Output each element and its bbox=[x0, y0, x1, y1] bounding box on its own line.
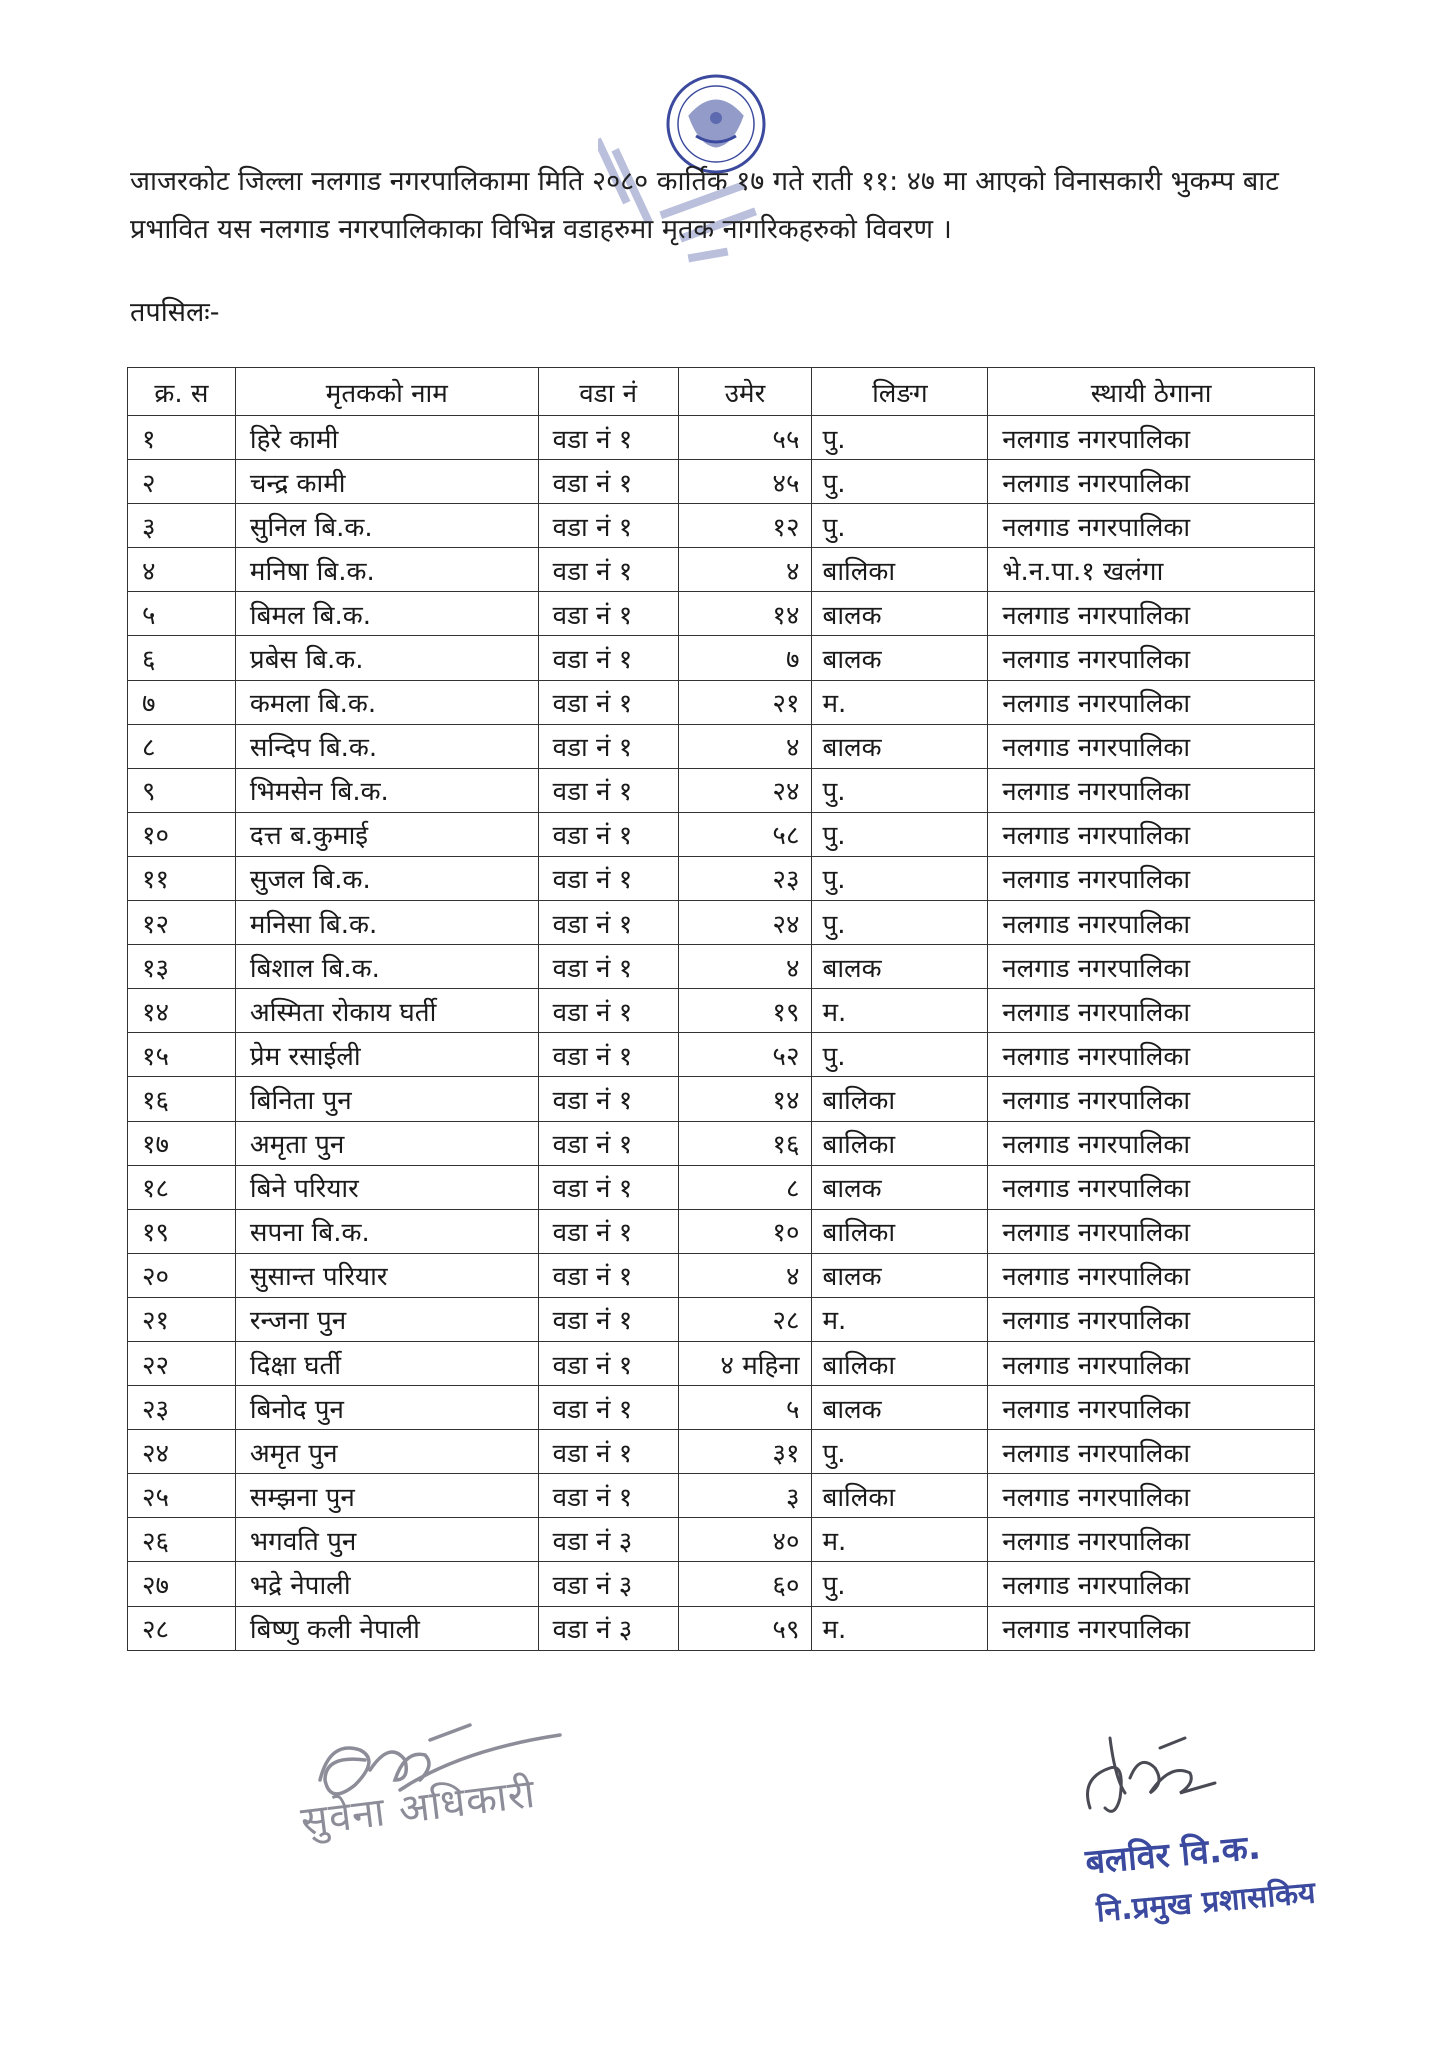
table-row bbox=[128, 1077, 1315, 1121]
right-signature-icon bbox=[1070, 1718, 1230, 1828]
serial-cell: २४ bbox=[128, 1430, 236, 1474]
ward-cell: वडा नं १ bbox=[538, 416, 678, 460]
table-row bbox=[128, 1297, 1315, 1341]
name-cell: दत्त ब.कुमाई bbox=[235, 812, 538, 856]
age-cell: ५५ bbox=[678, 416, 812, 460]
intro-paragraph bbox=[130, 158, 1310, 254]
table-row bbox=[128, 1165, 1315, 1209]
gender-cell: बालिका bbox=[812, 1121, 988, 1165]
ward-cell: वडा नं १ bbox=[538, 1430, 678, 1474]
ward-cell: वडा नं १ bbox=[538, 812, 678, 856]
age-cell: ५९ bbox=[678, 1606, 812, 1650]
right-signatory-title: नि.प्रमुख प्रशासकिय bbox=[1095, 1875, 1317, 1930]
age-cell: ८ bbox=[678, 1165, 812, 1209]
address-cell: नलगाड नगरपालिका bbox=[988, 1430, 1315, 1474]
age-cell: ५८ bbox=[678, 812, 812, 856]
intro-line-2: प्रभावित यस नलगाड नगरपालिकाका विभिन्न वडाहरुमा मृतक नागरिकहरुको विवरण । bbox=[130, 214, 952, 245]
serial-cell: १९ bbox=[128, 1209, 236, 1253]
address-cell: नलगाड नगरपालिका bbox=[988, 812, 1315, 856]
name-cell: अस्मिता रोकाय घर्ती bbox=[235, 989, 538, 1033]
address-cell: नलगाड नगरपालिका bbox=[988, 856, 1315, 900]
address-cell: नलगाड नगरपालिका bbox=[988, 1033, 1315, 1077]
gender-cell: बालक bbox=[812, 1386, 988, 1430]
ward-cell: वडा नं १ bbox=[538, 768, 678, 812]
name-cell: अमृत पुन bbox=[235, 1430, 538, 1474]
serial-cell: २ bbox=[128, 460, 236, 504]
gender-cell: पु. bbox=[812, 1430, 988, 1474]
age-cell: ४ bbox=[678, 945, 812, 989]
table-row bbox=[128, 1606, 1315, 1650]
table-row bbox=[128, 989, 1315, 1033]
table-row bbox=[128, 1209, 1315, 1253]
age-cell: ४५ bbox=[678, 460, 812, 504]
table-row bbox=[128, 768, 1315, 812]
serial-cell: २६ bbox=[128, 1518, 236, 1562]
header-ward: वडा नं bbox=[538, 368, 678, 416]
header-address: स्थायी ठेगाना bbox=[988, 368, 1315, 416]
age-cell: २८ bbox=[678, 1297, 812, 1341]
serial-cell: १६ bbox=[128, 1077, 236, 1121]
table-row bbox=[128, 1474, 1315, 1518]
address-cell: नलगाड नगरपालिका bbox=[988, 1341, 1315, 1385]
age-cell: १९ bbox=[678, 989, 812, 1033]
ward-cell: वडा नं १ bbox=[538, 901, 678, 945]
address-cell: नलगाड नगरपालिका bbox=[988, 724, 1315, 768]
name-cell: प्रबेस बि.क. bbox=[235, 636, 538, 680]
table-row bbox=[128, 592, 1315, 636]
name-cell: सपना बि.क. bbox=[235, 1209, 538, 1253]
name-cell: सुसान्त परियार bbox=[235, 1253, 538, 1297]
serial-cell: ५ bbox=[128, 592, 236, 636]
address-cell: नलगाड नगरपालिका bbox=[988, 1297, 1315, 1341]
ward-cell: वडा नं ३ bbox=[538, 1518, 678, 1562]
age-cell: ६० bbox=[678, 1562, 812, 1606]
ward-cell: वडा नं ३ bbox=[538, 1606, 678, 1650]
ward-cell: वडा नं १ bbox=[538, 460, 678, 504]
table-row bbox=[128, 812, 1315, 856]
serial-cell: ६ bbox=[128, 636, 236, 680]
address-cell: नलगाड नगरपालिका bbox=[988, 460, 1315, 504]
address-cell: नलगाड नगरपालिका bbox=[988, 1562, 1315, 1606]
gender-cell: पु. bbox=[812, 460, 988, 504]
table-row bbox=[128, 856, 1315, 900]
age-cell: ४ bbox=[678, 724, 812, 768]
ward-cell: वडा नं १ bbox=[538, 856, 678, 900]
table-row bbox=[128, 1386, 1315, 1430]
address-cell: नलगाड नगरपालिका bbox=[988, 768, 1315, 812]
name-cell: बिनिता पुन bbox=[235, 1077, 538, 1121]
address-cell: नलगाड नगरपालिका bbox=[988, 1253, 1315, 1297]
address-cell: नलगाड नगरपालिका bbox=[988, 1165, 1315, 1209]
serial-cell: २२ bbox=[128, 1341, 236, 1385]
serial-cell: १५ bbox=[128, 1033, 236, 1077]
ward-cell: वडा नं १ bbox=[538, 680, 678, 724]
serial-cell: १० bbox=[128, 812, 236, 856]
name-cell: दिक्षा घर्ती bbox=[235, 1341, 538, 1385]
name-cell: भद्रे नेपाली bbox=[235, 1562, 538, 1606]
address-cell: नलगाड नगरपालिका bbox=[988, 504, 1315, 548]
name-cell: भिमसेन बि.क. bbox=[235, 768, 538, 812]
gender-cell: पु. bbox=[812, 416, 988, 460]
age-cell: ४ bbox=[678, 548, 812, 592]
table-row bbox=[128, 1430, 1315, 1474]
name-cell: अमृता पुन bbox=[235, 1121, 538, 1165]
gender-cell: पु. bbox=[812, 768, 988, 812]
gender-cell: म. bbox=[812, 989, 988, 1033]
ward-cell: वडा नं १ bbox=[538, 1121, 678, 1165]
gender-cell: बालिका bbox=[812, 1077, 988, 1121]
age-cell: ७ bbox=[678, 636, 812, 680]
gender-cell: बालक bbox=[812, 592, 988, 636]
gender-cell: म. bbox=[812, 1518, 988, 1562]
gender-cell: म. bbox=[812, 680, 988, 724]
header-name: मृतकको नाम bbox=[235, 368, 538, 416]
table-row bbox=[128, 945, 1315, 989]
table-row bbox=[128, 636, 1315, 680]
name-cell: रन्जना पुन bbox=[235, 1297, 538, 1341]
gender-cell: बालक bbox=[812, 1253, 988, 1297]
serial-cell: १३ bbox=[128, 945, 236, 989]
ward-cell: वडा नं १ bbox=[538, 1077, 678, 1121]
serial-cell: ९ bbox=[128, 768, 236, 812]
serial-cell: २७ bbox=[128, 1562, 236, 1606]
name-cell: सन्दिप बि.क. bbox=[235, 724, 538, 768]
address-cell: भे.न.पा.१ खलंगा bbox=[988, 548, 1315, 592]
address-cell: नलगाड नगरपालिका bbox=[988, 1077, 1315, 1121]
gender-cell: पु. bbox=[812, 1033, 988, 1077]
name-cell: सुजल बि.क. bbox=[235, 856, 538, 900]
ward-cell: वडा नं १ bbox=[538, 1209, 678, 1253]
table-row bbox=[128, 416, 1315, 460]
name-cell: बिशाल बि.क. bbox=[235, 945, 538, 989]
serial-cell: ३ bbox=[128, 504, 236, 548]
table-body bbox=[128, 416, 1315, 1651]
ward-cell: वडा नं ३ bbox=[538, 1562, 678, 1606]
left-signatory-name: सुवेना अधिकारी bbox=[298, 1770, 539, 1846]
name-cell: बिष्णु कली नेपाली bbox=[235, 1606, 538, 1650]
gender-cell: पु. bbox=[812, 856, 988, 900]
gender-cell: पु. bbox=[812, 901, 988, 945]
name-cell: चन्द्र कामी bbox=[235, 460, 538, 504]
name-cell: भगवति पुन bbox=[235, 1518, 538, 1562]
name-cell: कमला बि.क. bbox=[235, 680, 538, 724]
table-row bbox=[128, 548, 1315, 592]
address-cell: नलगाड नगरपालिका bbox=[988, 989, 1315, 1033]
age-cell: ३१ bbox=[678, 1430, 812, 1474]
header-serial: क्र. स bbox=[128, 368, 236, 416]
name-cell: सुनिल बि.क. bbox=[235, 504, 538, 548]
ward-cell: वडा नं १ bbox=[538, 636, 678, 680]
ward-cell: वडा नं १ bbox=[538, 1341, 678, 1385]
gender-cell: पु. bbox=[812, 1562, 988, 1606]
ward-cell: वडा नं १ bbox=[538, 548, 678, 592]
address-cell: नलगाड नगरपालिका bbox=[988, 1121, 1315, 1165]
gender-cell: पु. bbox=[812, 504, 988, 548]
gender-cell: म. bbox=[812, 1606, 988, 1650]
gender-cell: म. bbox=[812, 1297, 988, 1341]
name-cell: हिरे कामी bbox=[235, 416, 538, 460]
serial-cell: ७ bbox=[128, 680, 236, 724]
name-cell: बिने परियार bbox=[235, 1165, 538, 1209]
address-cell: नलगाड नगरपालिका bbox=[988, 1386, 1315, 1430]
age-cell: १४ bbox=[678, 1077, 812, 1121]
ward-cell: वडा नं १ bbox=[538, 1033, 678, 1077]
age-cell: २१ bbox=[678, 680, 812, 724]
ward-cell: वडा नं १ bbox=[538, 989, 678, 1033]
gender-cell: बालक bbox=[812, 636, 988, 680]
ward-cell: वडा नं १ bbox=[538, 1386, 678, 1430]
age-cell: १२ bbox=[678, 504, 812, 548]
serial-cell: १४ bbox=[128, 989, 236, 1033]
ward-cell: वडा नं १ bbox=[538, 1297, 678, 1341]
table-row bbox=[128, 1121, 1315, 1165]
table-row bbox=[128, 504, 1315, 548]
name-cell: सम्झना पुन bbox=[235, 1474, 538, 1518]
serial-cell: १२ bbox=[128, 901, 236, 945]
ward-cell: वडा नं १ bbox=[538, 1165, 678, 1209]
name-cell: बिनोद पुन bbox=[235, 1386, 538, 1430]
table-row bbox=[128, 680, 1315, 724]
address-cell: नलगाड नगरपालिका bbox=[988, 1474, 1315, 1518]
intro-line-1: जाजरकोट जिल्ला नलगाड नगरपालिकामा मिति २०८० कार्तिक १७ गते राती ११: ४७ मा आएको विनासकारी भुकम्प बाट bbox=[130, 166, 1279, 197]
ward-cell: वडा नं १ bbox=[538, 592, 678, 636]
gender-cell: पु. bbox=[812, 812, 988, 856]
ward-cell: वडा नं १ bbox=[538, 945, 678, 989]
name-cell: प्रेम रसाईली bbox=[235, 1033, 538, 1077]
table-header-row bbox=[128, 368, 1315, 416]
serial-cell: २३ bbox=[128, 1386, 236, 1430]
address-cell: नलगाड नगरपालिका bbox=[988, 592, 1315, 636]
age-cell: १६ bbox=[678, 1121, 812, 1165]
gender-cell: बालिका bbox=[812, 1474, 988, 1518]
deceased-table bbox=[127, 367, 1315, 1651]
address-cell: नलगाड नगरपालिका bbox=[988, 901, 1315, 945]
name-cell: बिमल बि.क. bbox=[235, 592, 538, 636]
table-row bbox=[128, 460, 1315, 504]
age-cell: ४ bbox=[678, 1253, 812, 1297]
address-cell: नलगाड नगरपालिका bbox=[988, 416, 1315, 460]
address-cell: नलगाड नगरपालिका bbox=[988, 945, 1315, 989]
age-cell: १४ bbox=[678, 592, 812, 636]
table-row bbox=[128, 724, 1315, 768]
age-cell: २४ bbox=[678, 901, 812, 945]
ward-cell: वडा नं १ bbox=[538, 1253, 678, 1297]
gender-cell: बालिका bbox=[812, 1341, 988, 1385]
ward-cell: वडा नं १ bbox=[538, 504, 678, 548]
serial-cell: ४ bbox=[128, 548, 236, 592]
header-gender: लिङग bbox=[812, 368, 988, 416]
table-row bbox=[128, 1253, 1315, 1297]
gender-cell: बालक bbox=[812, 1165, 988, 1209]
ward-cell: वडा नं १ bbox=[538, 1474, 678, 1518]
serial-cell: ११ bbox=[128, 856, 236, 900]
gender-cell: बालक bbox=[812, 945, 988, 989]
address-cell: नलगाड नगरपालिका bbox=[988, 1518, 1315, 1562]
gender-cell: बालिका bbox=[812, 1209, 988, 1253]
ward-cell: वडा नं १ bbox=[538, 724, 678, 768]
gender-cell: बालक bbox=[812, 724, 988, 768]
table-row bbox=[128, 901, 1315, 945]
right-signatory-name: बलविर वि.क. bbox=[1083, 1827, 1263, 1883]
gender-cell: बालिका bbox=[812, 548, 988, 592]
header-age: उमेर bbox=[678, 368, 812, 416]
age-cell: ४० bbox=[678, 1518, 812, 1562]
age-cell: ५२ bbox=[678, 1033, 812, 1077]
serial-cell: २८ bbox=[128, 1606, 236, 1650]
age-cell: १० bbox=[678, 1209, 812, 1253]
table-row bbox=[128, 1033, 1315, 1077]
table-row bbox=[128, 1562, 1315, 1606]
age-cell: २३ bbox=[678, 856, 812, 900]
serial-cell: १७ bbox=[128, 1121, 236, 1165]
details-heading: तपसिलः- bbox=[130, 297, 220, 328]
serial-cell: २० bbox=[128, 1253, 236, 1297]
table-row bbox=[128, 1341, 1315, 1385]
name-cell: मनिसा बि.क. bbox=[235, 901, 538, 945]
age-cell: ५ bbox=[678, 1386, 812, 1430]
name-cell: मनिषा बि.क. bbox=[235, 548, 538, 592]
address-cell: नलगाड नगरपालिका bbox=[988, 636, 1315, 680]
age-cell: २४ bbox=[678, 768, 812, 812]
table-row bbox=[128, 1518, 1315, 1562]
serial-cell: ८ bbox=[128, 724, 236, 768]
serial-cell: २१ bbox=[128, 1297, 236, 1341]
serial-cell: १ bbox=[128, 416, 236, 460]
address-cell: नलगाड नगरपालिका bbox=[988, 1209, 1315, 1253]
age-cell: ४ महिना bbox=[678, 1341, 812, 1385]
serial-cell: १८ bbox=[128, 1165, 236, 1209]
address-cell: नलगाड नगरपालिका bbox=[988, 1606, 1315, 1650]
address-cell: नलगाड नगरपालिका bbox=[988, 680, 1315, 724]
serial-cell: २५ bbox=[128, 1474, 236, 1518]
age-cell: ३ bbox=[678, 1474, 812, 1518]
